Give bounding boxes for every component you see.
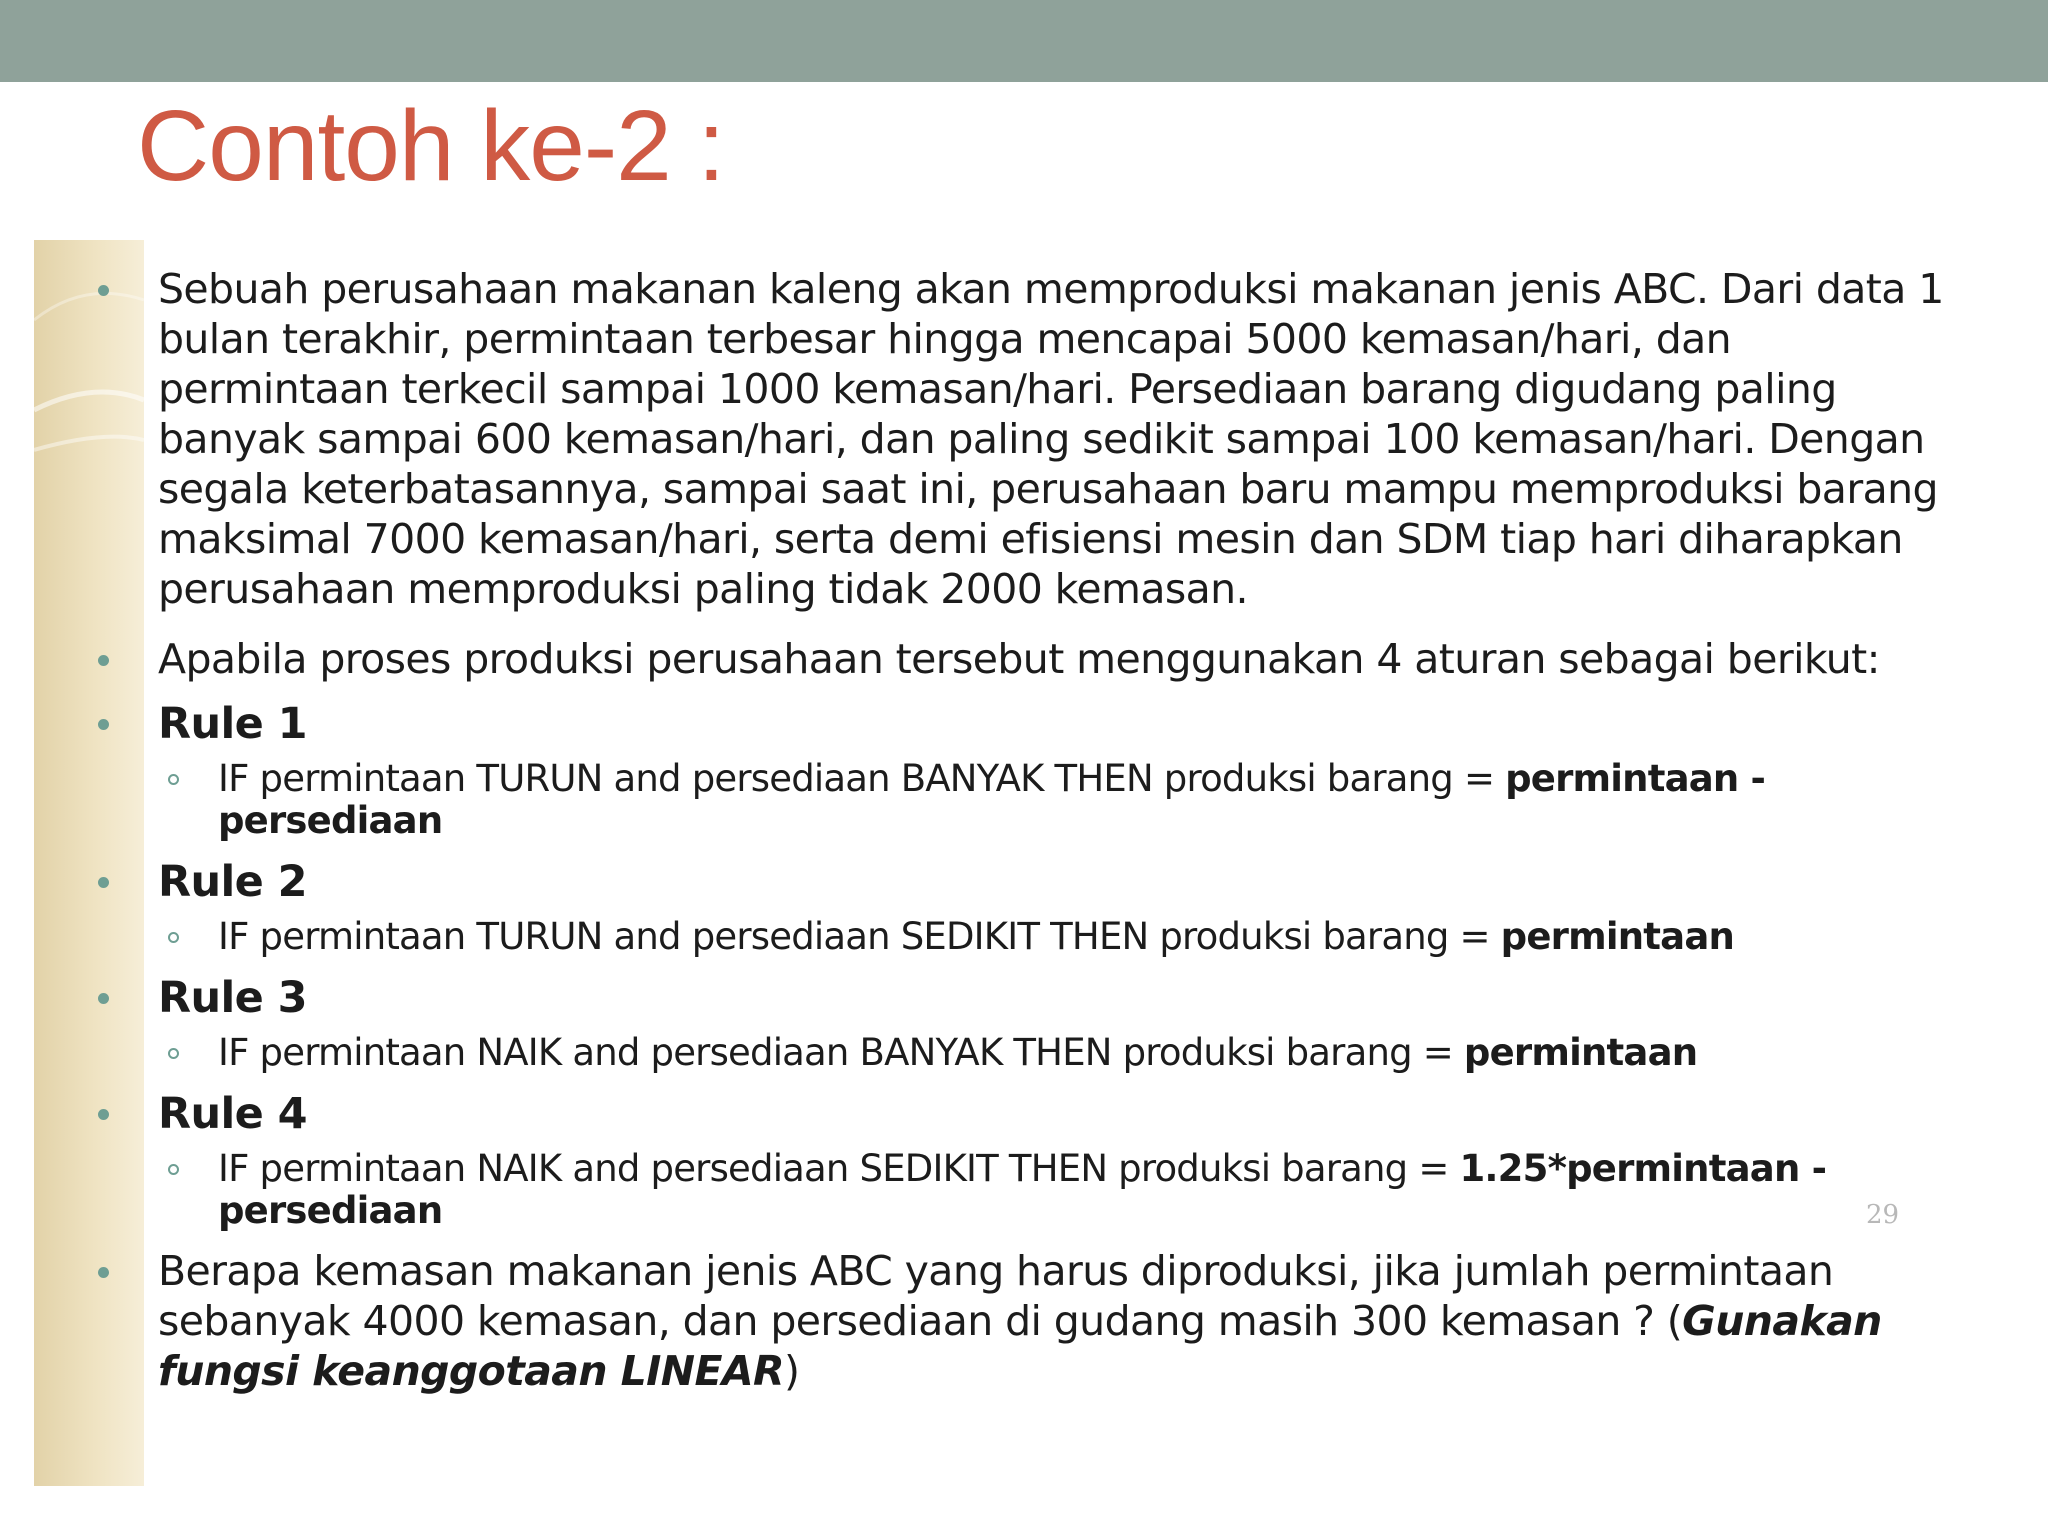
rule-1-condition [218,758,1948,842]
question-paragraph [158,1246,1948,1396]
bullet-icon [98,1267,109,1278]
rule-2-result: permintaan [1500,915,1735,958]
sub-bullet-icon [168,1164,179,1175]
bullet-icon [98,877,109,888]
rules-intro-paragraph [158,634,1948,684]
question-text: Berapa kemasan makanan jenis ABC yang harus diproduksi, jika jumlah permintaan sebanyak 4000 kemasan, dan persediaan di gudang masih 300 kemasan ? ( [158,1247,1834,1345]
bullet-icon [98,719,109,730]
question-emphasis: Gunakan fungsi keanggotaan LINEAR [158,1297,1882,1395]
rule-4-condition [218,1148,1948,1232]
rule-1-text: IF permintaan TURUN and persediaan BANYAK THEN produksi barang = [218,757,1506,800]
decorative-side-strip [34,240,144,1486]
rule-4 [158,1088,1948,1140]
rule-1-result: permintaan - persediaan [218,757,1766,842]
rule-3-title: Rule 3 [158,973,307,1023]
slide-title: Contoh ke-2 : [137,90,725,202]
rule-3-condition [218,1032,1948,1074]
rule-4-title: Rule 4 [158,1089,307,1139]
rule-1 [158,698,1948,750]
rule-4-text: IF permintaan NAIK and persediaan SEDIKIT THEN produksi barang = [218,1147,1460,1190]
intro-paragraph [158,264,1948,614]
rule-2-title: Rule 2 [158,857,307,907]
rule-3-result: permintaan [1463,1031,1698,1074]
rule-2-text: IF permintaan TURUN and persediaan SEDIKIT THEN produksi barang = [218,915,1501,958]
intro-text: Sebuah perusahaan makanan kaleng akan memproduksi makanan jenis ABC. Dari data 1 bulan terakhir, permintaan terbesar hingga mencapai 5000 kemasan/hari, dan permintaan terkecil sampai 1000 kemasan/hari. Persediaan barang digudang paling banyak sampai 600 kemasan/hari, dan paling sedikit sampai 100 kemasan/hari. Dengan segala keterbatasannya, sampai saat ini, perusahaan baru mampu memproduksi barang maksimal 7000 kemasan/hari, serta demi efisiensi mesin dan SDM tiap hari diharapkan perusahaan memproduksi paling tidak 2000 kemasan. [158,265,1944,613]
rule-3-text: IF permintaan NAIK and persediaan BANYAK THEN produksi barang = [218,1031,1464,1074]
bullet-icon [98,285,109,296]
decorative-swirl-icon [34,240,144,1486]
sub-bullet-icon [168,932,179,943]
question-close: ) [784,1347,800,1395]
bullet-icon [98,1109,109,1120]
rule-2-condition [218,916,1948,958]
bullet-icon [98,993,109,1004]
rules-intro-text: Apabila proses produksi perusahaan tersebut menggunakan 4 aturan sebagai berikut: [158,635,1880,683]
sub-bullet-icon [168,1048,179,1059]
slide-content [158,264,1948,1396]
rule-2 [158,856,1948,908]
rule-1-title: Rule 1 [158,699,307,749]
rule-4-result: 1.25*permintaan - persediaan [218,1147,1827,1232]
page-number: 29 [1866,1200,1900,1230]
bullet-icon [98,655,109,666]
rule-3 [158,972,1948,1024]
sub-bullet-icon [168,774,179,785]
top-bar [0,0,2048,82]
